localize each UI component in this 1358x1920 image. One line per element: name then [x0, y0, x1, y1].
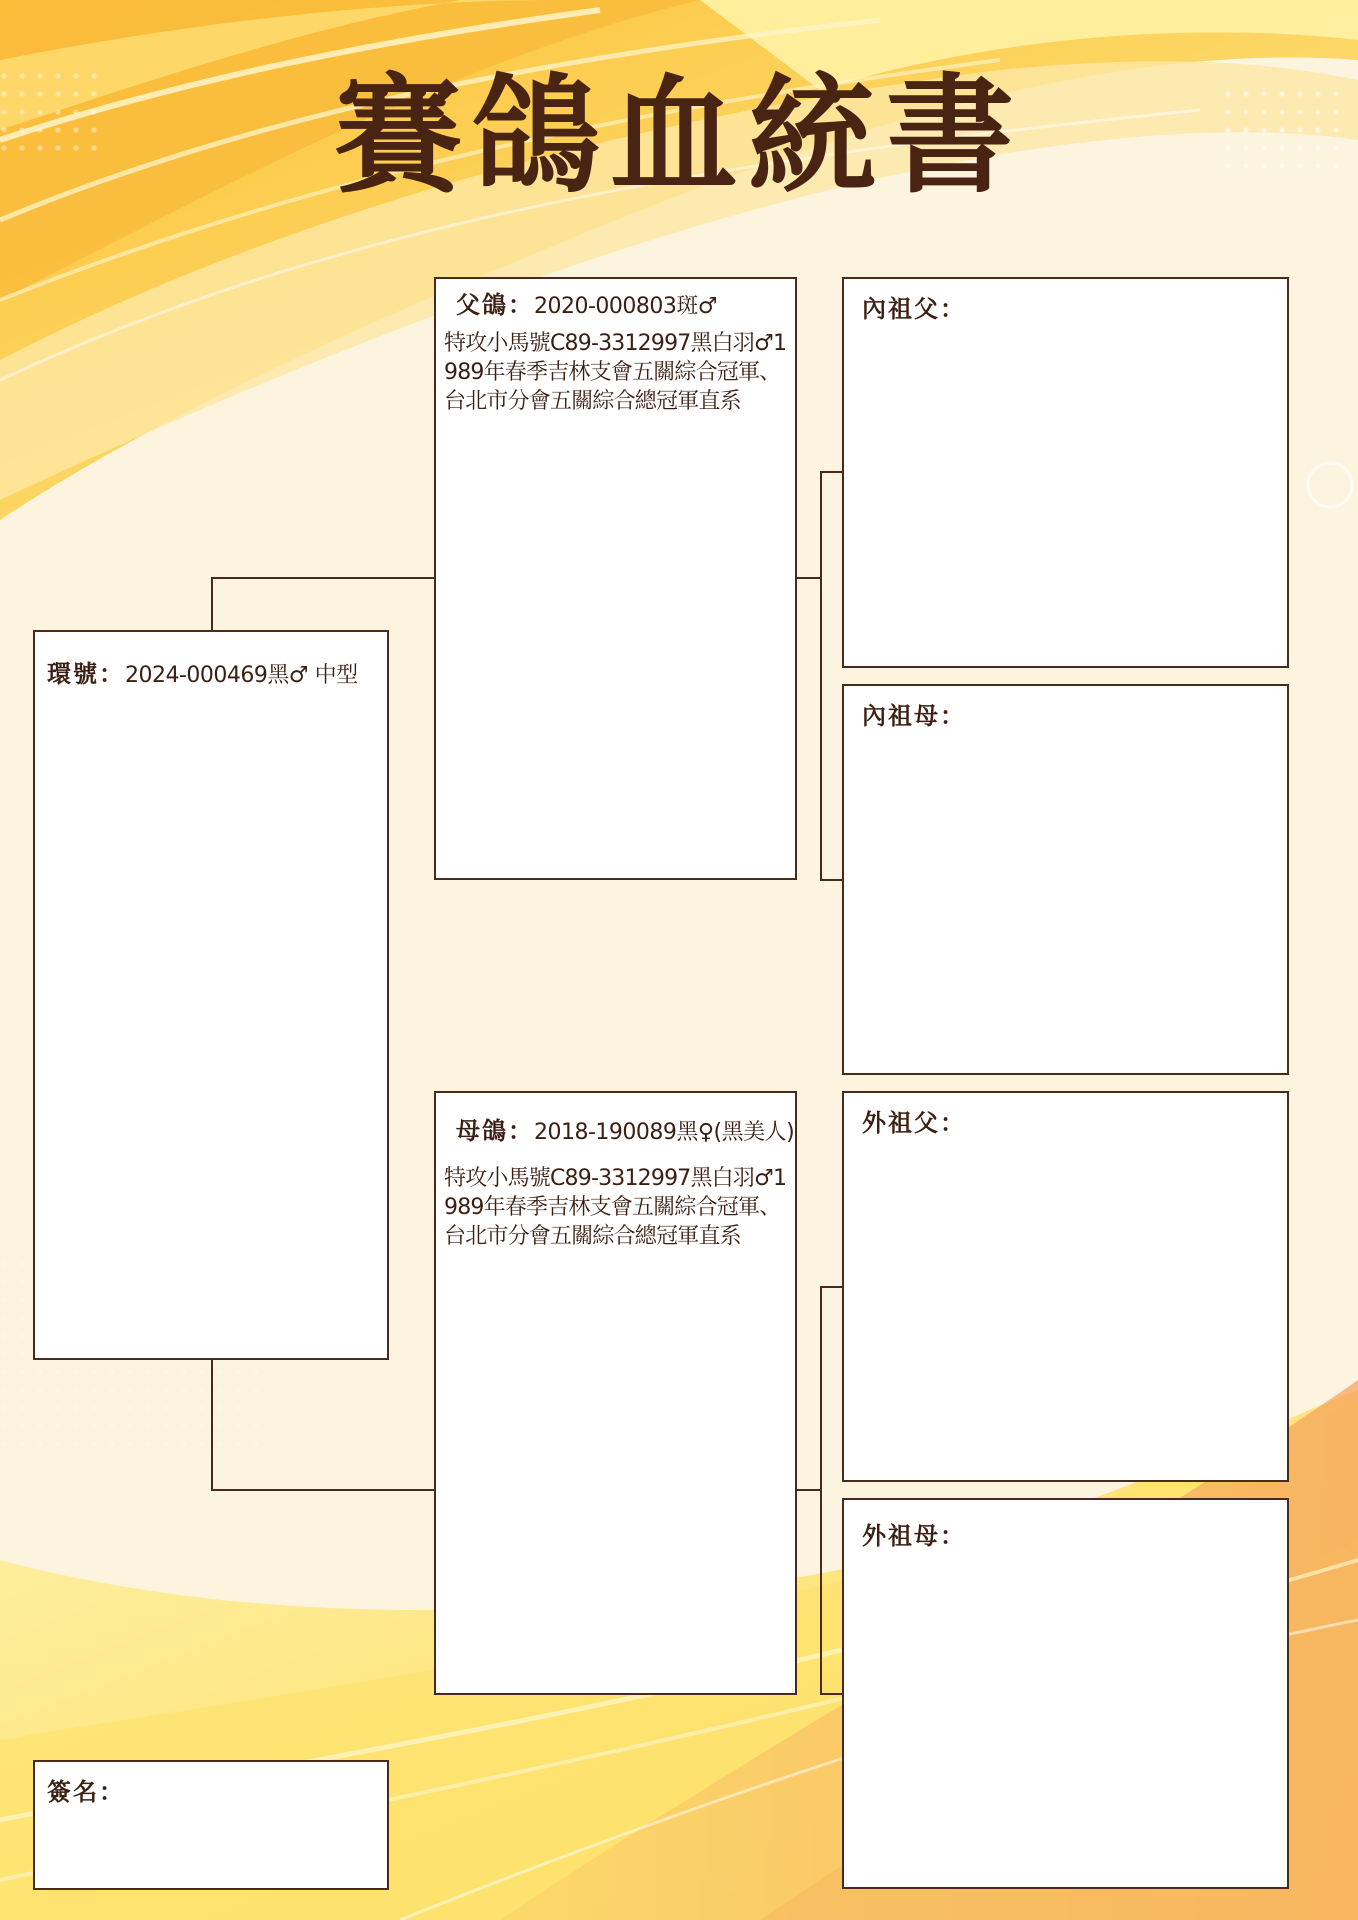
sire-box	[434, 277, 797, 880]
dam-ring-number	[456, 1115, 795, 1149]
maternal-grandmother-box	[842, 1498, 1289, 1889]
maternal-grandfather-label: 外祖父：	[862, 1109, 966, 1137]
subject-value: 2024-000469黑♂ 中型	[125, 663, 358, 688]
maternal-grandfather-box	[842, 1091, 1289, 1482]
paternal-grandfather-box	[842, 277, 1289, 668]
subject-box	[33, 630, 389, 1360]
subject-ring-number	[47, 658, 379, 692]
signature-label: 簽名：	[47, 1778, 125, 1806]
page-title: 賽鴿血統書	[333, 62, 1024, 211]
sire-value: 2020-000803斑♂	[534, 294, 718, 319]
paternal-grandfather-label: 內祖父：	[862, 295, 966, 323]
sire-description: 特攻小馬號C89-3312997黑白羽♂1989年春季吉林支會五關綜合冠軍、台北市分會五關綜合總冠軍直系	[444, 331, 787, 414]
sire-ring-number	[456, 289, 787, 323]
subject-label: 環號：	[47, 660, 125, 688]
sire-label: 父鴿：	[456, 291, 534, 319]
paternal-grandmother-box	[842, 684, 1289, 1075]
paternal-grandmother-label: 內祖母：	[862, 702, 966, 730]
dam-description: 特攻小馬號C89-3312997黑白羽♂1989年春季吉林支會五關綜合冠軍、台北市分會五關綜合總冠軍直系	[444, 1166, 787, 1249]
dam-label: 母鴿：	[456, 1117, 534, 1145]
dam-value: 2018-190089黑♀(黑美人)	[534, 1120, 795, 1145]
signature-box[interactable]	[33, 1760, 389, 1890]
dam-box	[434, 1091, 797, 1695]
maternal-grandmother-label: 外祖母：	[862, 1522, 966, 1550]
